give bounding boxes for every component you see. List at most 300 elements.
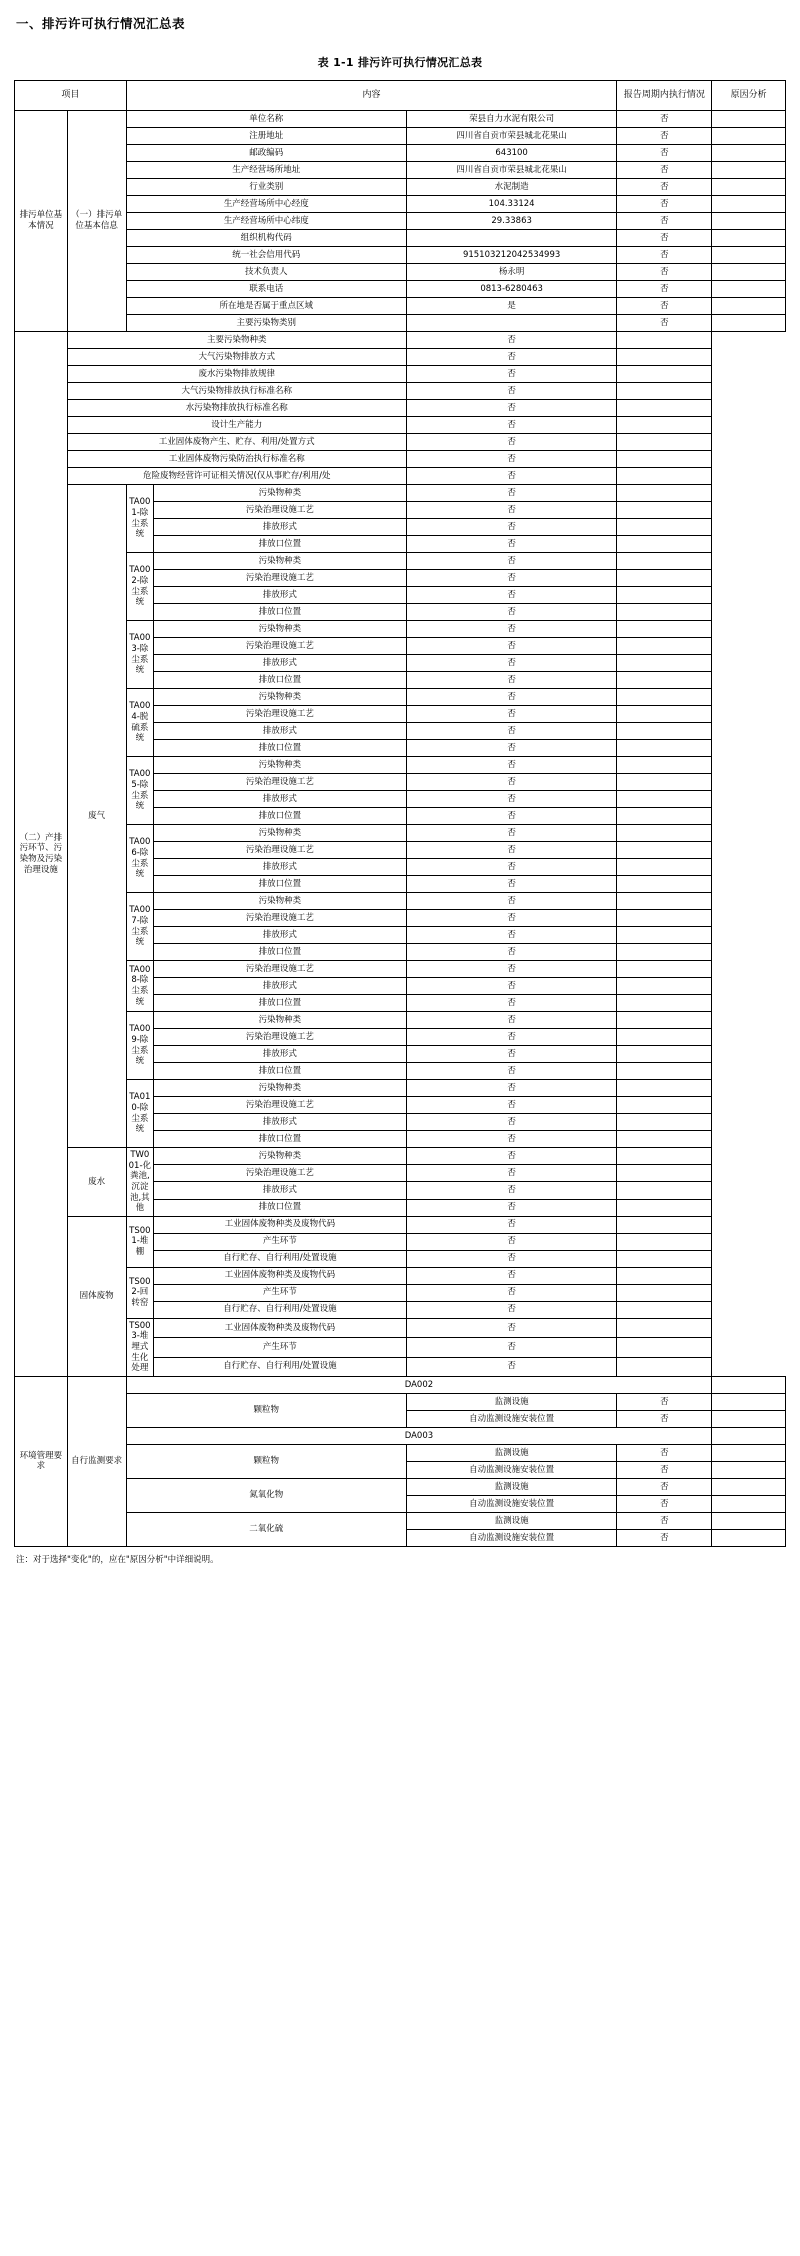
basic-info-row <box>15 145 786 162</box>
monitor-item-label: 监测设施 <box>406 1478 617 1495</box>
facility-unit-row <box>15 1216 786 1233</box>
facility-unit-row <box>15 893 786 910</box>
facility-unit-item-status: 否 <box>406 1318 617 1337</box>
facility-unit-item-status: 否 <box>406 502 617 519</box>
facility-unit-item-status: 否 <box>406 961 617 978</box>
facility-unit-item-reason <box>617 1131 712 1148</box>
facility-unit-name: TA003-除尘系统 <box>126 621 153 689</box>
facility-unit-item-label: 排放口位置 <box>154 1131 407 1148</box>
monitor-item-reason <box>712 1393 786 1410</box>
facility-unit-item-status: 否 <box>406 859 617 876</box>
monitor-item-row <box>15 1512 786 1529</box>
facility-unit-row <box>15 553 786 570</box>
facility-item-status: 否 <box>406 468 617 485</box>
facility-unit-item-label: 排放形式 <box>154 1114 407 1131</box>
facility-unit-item-status: 否 <box>406 1338 617 1357</box>
facility-unit-item-label: 污染治理设施工艺 <box>154 774 407 791</box>
facility-unit-item-reason <box>617 689 712 706</box>
basic-item-reason <box>712 213 786 230</box>
monitor-item-status: 否 <box>617 1393 712 1410</box>
facility-unit-item-label: 排放口位置 <box>154 536 407 553</box>
facility-item-status: 否 <box>406 400 617 417</box>
basic-item-label: 注册地址 <box>126 128 406 145</box>
basic-item-reason <box>712 281 786 298</box>
facility-unit-item-status: 否 <box>406 1199 617 1216</box>
basic-item-reason <box>712 179 786 196</box>
facility-item-reason <box>617 468 712 485</box>
monitor-item-status: 否 <box>617 1529 712 1546</box>
facility-unit-item-label: 产生环节 <box>154 1338 407 1357</box>
facility-unit-item-status: 否 <box>406 825 617 842</box>
facility-unit-item-label: 污染治理设施工艺 <box>154 502 407 519</box>
header-content: 内容 <box>126 81 617 111</box>
group-label-basic-sub: （一）排污单位基本信息 <box>67 111 126 332</box>
facility-unit-name: TW001-化粪池,沉淀池,其他 <box>126 1148 153 1217</box>
facility-unit-item-reason <box>617 1114 712 1131</box>
basic-item-reason <box>712 230 786 247</box>
facility-unit-item-label: 污染治理设施工艺 <box>154 570 407 587</box>
facility-item-reason <box>617 349 712 366</box>
group-label-basic: 排污单位基本情况 <box>15 111 68 332</box>
facility-unit-name: TA008-除尘系统 <box>126 961 153 1012</box>
table-caption: 表 1-1 排污许可执行情况汇总表 <box>317 56 483 69</box>
facility-unit-item-label: 自行贮存、自行利用/处置设施 <box>154 1357 407 1376</box>
basic-info-row <box>15 247 786 264</box>
facility-unit-row <box>15 485 786 502</box>
facility-unit-item-status: 否 <box>406 1097 617 1114</box>
monitor-outlet-name: DA003 <box>126 1427 712 1444</box>
monitor-item-reason <box>712 1478 786 1495</box>
facility-unit-name: TA004-脱硫系统 <box>126 689 153 757</box>
basic-item-value: 0813-6280463 <box>406 281 617 298</box>
basic-info-row <box>15 196 786 213</box>
facility-unit-item-status: 否 <box>406 1165 617 1182</box>
facility-unit-row <box>15 1318 786 1337</box>
facility-unit-item-status: 否 <box>406 1284 617 1301</box>
basic-item-status: 否 <box>617 162 712 179</box>
facility-unit-item-reason <box>617 1012 712 1029</box>
facility-unit-item-status: 否 <box>406 1029 617 1046</box>
group-label-facility: （二）产排污环节、污染物及污染治理设施 <box>15 332 68 1377</box>
facility-item-label: 危险废物经营许可证相关情况(仅从事贮存/利用/处 <box>67 468 406 485</box>
basic-item-label: 统一社会信用代码 <box>126 247 406 264</box>
facility-unit-item-status: 否 <box>406 723 617 740</box>
facility-unit-item-reason <box>617 774 712 791</box>
basic-item-reason <box>712 247 786 264</box>
facility-plain-row <box>15 349 786 366</box>
monitor-item-row <box>15 1393 786 1410</box>
basic-item-reason <box>712 264 786 281</box>
facility-unit-item-reason <box>617 1250 712 1267</box>
basic-item-label: 技术负责人 <box>126 264 406 281</box>
facility-unit-item-reason <box>617 944 712 961</box>
facility-unit-item-reason <box>617 587 712 604</box>
facility-unit-item-reason <box>617 1233 712 1250</box>
facility-unit-item-label: 污染治理设施工艺 <box>154 961 407 978</box>
category-label-air: 废气 <box>67 485 126 1148</box>
facility-unit-item-label: 排放口位置 <box>154 876 407 893</box>
facility-unit-name: TS002-回转窑 <box>126 1267 153 1318</box>
facility-plain-row <box>15 468 786 485</box>
facility-unit-item-reason <box>617 655 712 672</box>
facility-unit-item-reason <box>617 1063 712 1080</box>
facility-unit-item-status: 否 <box>406 876 617 893</box>
basic-item-value: 915103212042534993 <box>406 247 617 264</box>
facility-unit-item-label: 自行贮存、自行利用/处置设施 <box>154 1301 407 1318</box>
facility-item-reason <box>617 417 712 434</box>
facility-unit-item-reason <box>617 1284 712 1301</box>
facility-unit-name: TA005-除尘系统 <box>126 757 153 825</box>
facility-unit-item-status: 否 <box>406 1267 617 1284</box>
facility-item-label: 废水污染物排放规律 <box>67 366 406 383</box>
basic-item-status: 否 <box>617 264 712 281</box>
basic-info-row <box>15 281 786 298</box>
facility-plain-row <box>15 332 786 349</box>
basic-item-value <box>406 230 617 247</box>
facility-item-reason <box>617 383 712 400</box>
basic-item-value: 104.33124 <box>406 196 617 213</box>
facility-unit-item-status: 否 <box>406 553 617 570</box>
basic-item-status: 否 <box>617 145 712 162</box>
monitor-item-label: 监测设施 <box>406 1393 617 1410</box>
facility-unit-item-status: 否 <box>406 808 617 825</box>
facility-unit-item-reason <box>617 1267 712 1284</box>
basic-item-status: 否 <box>617 128 712 145</box>
facility-unit-item-reason <box>617 1338 712 1357</box>
facility-unit-item-label: 污染物种类 <box>154 893 407 910</box>
facility-unit-row <box>15 1012 786 1029</box>
facility-unit-name: TA002-除尘系统 <box>126 553 153 621</box>
monitor-outlet-row <box>15 1376 786 1393</box>
facility-unit-item-status: 否 <box>406 757 617 774</box>
monitor-item-status: 否 <box>617 1410 712 1427</box>
facility-unit-name: TA009-除尘系统 <box>126 1012 153 1080</box>
basic-item-label: 单位名称 <box>126 111 406 128</box>
facility-unit-item-reason <box>617 1318 712 1337</box>
basic-item-label: 所在地是否属于重点区域 <box>126 298 406 315</box>
facility-plain-row <box>15 434 786 451</box>
table-header-row <box>15 81 786 111</box>
facility-unit-item-status: 否 <box>406 1182 617 1199</box>
basic-info-row <box>15 315 786 332</box>
facility-unit-item-reason <box>617 927 712 944</box>
facility-unit-item-status: 否 <box>406 1046 617 1063</box>
facility-unit-item-label: 产生环节 <box>154 1233 407 1250</box>
facility-unit-item-reason <box>617 876 712 893</box>
facility-item-reason <box>617 332 712 349</box>
basic-info-row <box>15 264 786 281</box>
monitor-item-status: 否 <box>617 1495 712 1512</box>
table-note: 注：对于选择"变化"的，应在"原因分析"中详细说明。 <box>16 1554 219 1565</box>
facility-unit-item-label: 自行贮存、自行利用/处置设施 <box>154 1250 407 1267</box>
facility-unit-item-reason <box>617 961 712 978</box>
facility-unit-item-label: 污染物种类 <box>154 825 407 842</box>
facility-unit-item-label: 污染物种类 <box>154 621 407 638</box>
facility-unit-item-reason <box>617 536 712 553</box>
basic-info-row <box>15 111 786 128</box>
monitor-item-label: 自动监测设施安装位置 <box>406 1461 617 1478</box>
facility-unit-item-reason <box>617 757 712 774</box>
monitor-item-status: 否 <box>617 1512 712 1529</box>
facility-unit-item-status: 否 <box>406 1250 617 1267</box>
facility-unit-item-status: 否 <box>406 672 617 689</box>
facility-unit-item-label: 污染治理设施工艺 <box>154 842 407 859</box>
facility-unit-row <box>15 1080 786 1097</box>
facility-unit-item-label: 排放形式 <box>154 978 407 995</box>
facility-unit-item-label: 排放口位置 <box>154 944 407 961</box>
facility-unit-item-reason <box>617 553 712 570</box>
basic-item-status: 否 <box>617 196 712 213</box>
monitor-pollutant-name: 氮氧化物 <box>126 1478 406 1512</box>
basic-item-value: 四川省自贡市荣县城北花果山 <box>406 162 617 179</box>
facility-unit-item-label: 污染治理设施工艺 <box>154 638 407 655</box>
facility-unit-item-reason <box>617 1182 712 1199</box>
basic-item-reason <box>712 162 786 179</box>
monitor-item-row <box>15 1444 786 1461</box>
facility-unit-row <box>15 621 786 638</box>
facility-unit-row <box>15 961 786 978</box>
facility-plain-row <box>15 451 786 468</box>
facility-unit-item-status: 否 <box>406 1131 617 1148</box>
facility-item-label: 大气污染物排放执行标准名称 <box>67 383 406 400</box>
basic-item-reason <box>712 111 786 128</box>
basic-item-status: 否 <box>617 247 712 264</box>
facility-unit-item-reason <box>617 1097 712 1114</box>
facility-unit-item-status: 否 <box>406 536 617 553</box>
monitor-outlet-name: DA002 <box>126 1376 712 1393</box>
facility-unit-item-reason <box>617 502 712 519</box>
facility-item-label: 工业固体废物污染防治执行标准名称 <box>67 451 406 468</box>
basic-info-row <box>15 128 786 145</box>
facility-unit-item-reason <box>617 859 712 876</box>
header-status: 报告周期内执行情况 <box>617 81 712 111</box>
facility-item-label: 主要污染物种类 <box>67 332 406 349</box>
basic-item-status: 否 <box>617 111 712 128</box>
facility-unit-item-status: 否 <box>406 774 617 791</box>
facility-unit-item-reason <box>617 1357 712 1376</box>
facility-unit-item-status: 否 <box>406 791 617 808</box>
facility-unit-item-status: 否 <box>406 604 617 621</box>
facility-item-status: 否 <box>406 332 617 349</box>
facility-unit-item-label: 污染治理设施工艺 <box>154 706 407 723</box>
facility-unit-item-reason <box>617 519 712 536</box>
facility-unit-item-reason <box>617 485 712 502</box>
basic-info-row <box>15 298 786 315</box>
facility-item-status: 否 <box>406 434 617 451</box>
facility-unit-name: TA006-除尘系统 <box>126 825 153 893</box>
basic-item-value: 是 <box>406 298 617 315</box>
basic-item-status: 否 <box>617 213 712 230</box>
facility-unit-item-status: 否 <box>406 689 617 706</box>
basic-item-status: 否 <box>617 315 712 332</box>
basic-item-value: 643100 <box>406 145 617 162</box>
facility-unit-row <box>15 825 786 842</box>
facility-unit-item-label: 污染治理设施工艺 <box>154 1029 407 1046</box>
facility-unit-item-label: 污染物种类 <box>154 553 407 570</box>
facility-unit-item-reason <box>617 672 712 689</box>
facility-unit-item-label: 产生环节 <box>154 1284 407 1301</box>
facility-unit-item-label: 污染物种类 <box>154 1148 407 1165</box>
basic-item-label: 生产经营场所地址 <box>126 162 406 179</box>
facility-unit-item-label: 排放形式 <box>154 519 407 536</box>
facility-unit-item-status: 否 <box>406 995 617 1012</box>
facility-unit-row <box>15 1148 786 1165</box>
facility-unit-item-label: 排放形式 <box>154 1046 407 1063</box>
facility-unit-item-label: 排放口位置 <box>154 604 407 621</box>
facility-unit-item-label: 污染物种类 <box>154 1012 407 1029</box>
facility-unit-item-status: 否 <box>406 621 617 638</box>
monitor-item-reason <box>712 1410 786 1427</box>
facility-unit-item-status: 否 <box>406 1114 617 1131</box>
facility-unit-item-status: 否 <box>406 1080 617 1097</box>
basic-info-row <box>15 179 786 196</box>
facility-unit-item-status: 否 <box>406 910 617 927</box>
facility-unit-item-status: 否 <box>406 978 617 995</box>
basic-info-row <box>15 230 786 247</box>
facility-unit-item-status: 否 <box>406 842 617 859</box>
facility-unit-item-status: 否 <box>406 587 617 604</box>
facility-plain-row <box>15 383 786 400</box>
monitor-item-reason <box>712 1512 786 1529</box>
monitor-outlet-reason <box>712 1427 786 1444</box>
facility-unit-item-reason <box>617 791 712 808</box>
monitor-item-reason <box>712 1529 786 1546</box>
facility-unit-item-label: 排放口位置 <box>154 1199 407 1216</box>
monitor-item-reason <box>712 1461 786 1478</box>
facility-unit-name: TA010-除尘系统 <box>126 1080 153 1148</box>
facility-unit-item-status: 否 <box>406 706 617 723</box>
facility-unit-item-label: 排放形式 <box>154 587 407 604</box>
facility-plain-row <box>15 400 786 417</box>
facility-unit-item-status: 否 <box>406 740 617 757</box>
facility-unit-item-label: 污染物种类 <box>154 485 407 502</box>
monitor-item-status: 否 <box>617 1444 712 1461</box>
facility-unit-item-label: 排放口位置 <box>154 1063 407 1080</box>
facility-unit-item-status: 否 <box>406 655 617 672</box>
facility-unit-row <box>15 1267 786 1284</box>
facility-unit-item-reason <box>617 825 712 842</box>
category-label-water: 废水 <box>67 1148 126 1217</box>
facility-unit-item-label: 排放口位置 <box>154 808 407 825</box>
facility-unit-item-label: 污染物种类 <box>154 757 407 774</box>
basic-item-reason <box>712 128 786 145</box>
facility-item-label: 大气污染物排放方式 <box>67 349 406 366</box>
facility-unit-item-reason <box>617 1301 712 1318</box>
monitor-item-row <box>15 1478 786 1495</box>
facility-unit-item-label: 工业固体废物种类及废物代码 <box>154 1216 407 1233</box>
page-title: 一、排污许可执行情况汇总表 <box>16 16 186 31</box>
facility-unit-item-reason <box>617 570 712 587</box>
monitor-item-reason <box>712 1444 786 1461</box>
basic-item-label: 行业类别 <box>126 179 406 196</box>
monitor-pollutant-name: 颗粒物 <box>126 1444 406 1478</box>
facility-unit-item-label: 污染治理设施工艺 <box>154 910 407 927</box>
facility-unit-item-status: 否 <box>406 1233 617 1250</box>
facility-unit-row <box>15 757 786 774</box>
basic-item-value: 水泥制造 <box>406 179 617 196</box>
facility-unit-item-status: 否 <box>406 570 617 587</box>
facility-unit-item-reason <box>617 1216 712 1233</box>
facility-plain-row <box>15 366 786 383</box>
monitor-outlet-row <box>15 1427 786 1444</box>
monitor-outlet-reason <box>712 1376 786 1393</box>
facility-unit-item-reason <box>617 723 712 740</box>
facility-unit-item-status: 否 <box>406 1148 617 1165</box>
facility-unit-row <box>15 689 786 706</box>
facility-unit-item-reason <box>617 995 712 1012</box>
facility-unit-item-label: 工业固体废物种类及废物代码 <box>154 1318 407 1337</box>
facility-unit-item-label: 排放形式 <box>154 655 407 672</box>
facility-unit-item-status: 否 <box>406 1301 617 1318</box>
facility-unit-item-reason <box>617 1080 712 1097</box>
facility-unit-item-reason <box>617 1165 712 1182</box>
facility-item-status: 否 <box>406 451 617 468</box>
facility-unit-item-label: 污染物种类 <box>154 1080 407 1097</box>
basic-item-label: 主要污染物类别 <box>126 315 406 332</box>
monitor-item-label: 监测设施 <box>406 1512 617 1529</box>
monitor-item-label: 自动监测设施安装位置 <box>406 1529 617 1546</box>
facility-unit-item-reason <box>617 910 712 927</box>
facility-unit-item-reason <box>617 1046 712 1063</box>
facility-unit-item-status: 否 <box>406 519 617 536</box>
facility-unit-item-label: 排放口位置 <box>154 740 407 757</box>
basic-item-label: 联系电话 <box>126 281 406 298</box>
facility-unit-item-reason <box>617 978 712 995</box>
facility-unit-item-status: 否 <box>406 1012 617 1029</box>
facility-item-reason <box>617 451 712 468</box>
basic-info-row <box>15 213 786 230</box>
basic-item-value: 荣县自力水泥有限公司 <box>406 111 617 128</box>
facility-unit-item-reason <box>617 740 712 757</box>
facility-unit-item-reason <box>617 604 712 621</box>
basic-item-value <box>406 315 617 332</box>
basic-info-row <box>15 162 786 179</box>
basic-item-status: 否 <box>617 179 712 196</box>
header-reason: 原因分析 <box>712 81 786 111</box>
basic-item-value: 29.33863 <box>406 213 617 230</box>
group-label-selfmonitor: 自行监测要求 <box>67 1376 126 1546</box>
basic-item-label: 邮政编码 <box>126 145 406 162</box>
facility-unit-item-reason <box>617 1148 712 1165</box>
facility-plain-row <box>15 417 786 434</box>
facility-unit-item-label: 工业固体废物种类及废物代码 <box>154 1267 407 1284</box>
facility-unit-item-label: 污染物种类 <box>154 689 407 706</box>
facility-unit-item-status: 否 <box>406 1063 617 1080</box>
facility-unit-item-status: 否 <box>406 638 617 655</box>
facility-item-label: 水污染物排放执行标准名称 <box>67 400 406 417</box>
facility-unit-item-reason <box>617 1199 712 1216</box>
facility-unit-item-label: 排放形式 <box>154 723 407 740</box>
facility-unit-item-label: 排放口位置 <box>154 995 407 1012</box>
monitor-pollutant-name: 颗粒物 <box>126 1393 406 1427</box>
basic-item-reason <box>712 145 786 162</box>
facility-unit-item-reason <box>617 621 712 638</box>
facility-unit-item-label: 排放口位置 <box>154 672 407 689</box>
facility-item-label: 设计生产能力 <box>67 417 406 434</box>
basic-item-label: 组织机构代码 <box>126 230 406 247</box>
permit-execution-table <box>14 80 786 1547</box>
facility-unit-item-label: 排放形式 <box>154 1182 407 1199</box>
facility-unit-item-status: 否 <box>406 927 617 944</box>
facility-unit-item-status: 否 <box>406 1216 617 1233</box>
group-label-manage: 环境管理要求 <box>15 1376 68 1546</box>
facility-item-status: 否 <box>406 349 617 366</box>
header-item: 项目 <box>15 81 127 111</box>
basic-item-value: 杨永明 <box>406 264 617 281</box>
monitor-item-label: 自动监测设施安装位置 <box>406 1410 617 1427</box>
facility-unit-item-reason <box>617 893 712 910</box>
facility-unit-item-status: 否 <box>406 485 617 502</box>
